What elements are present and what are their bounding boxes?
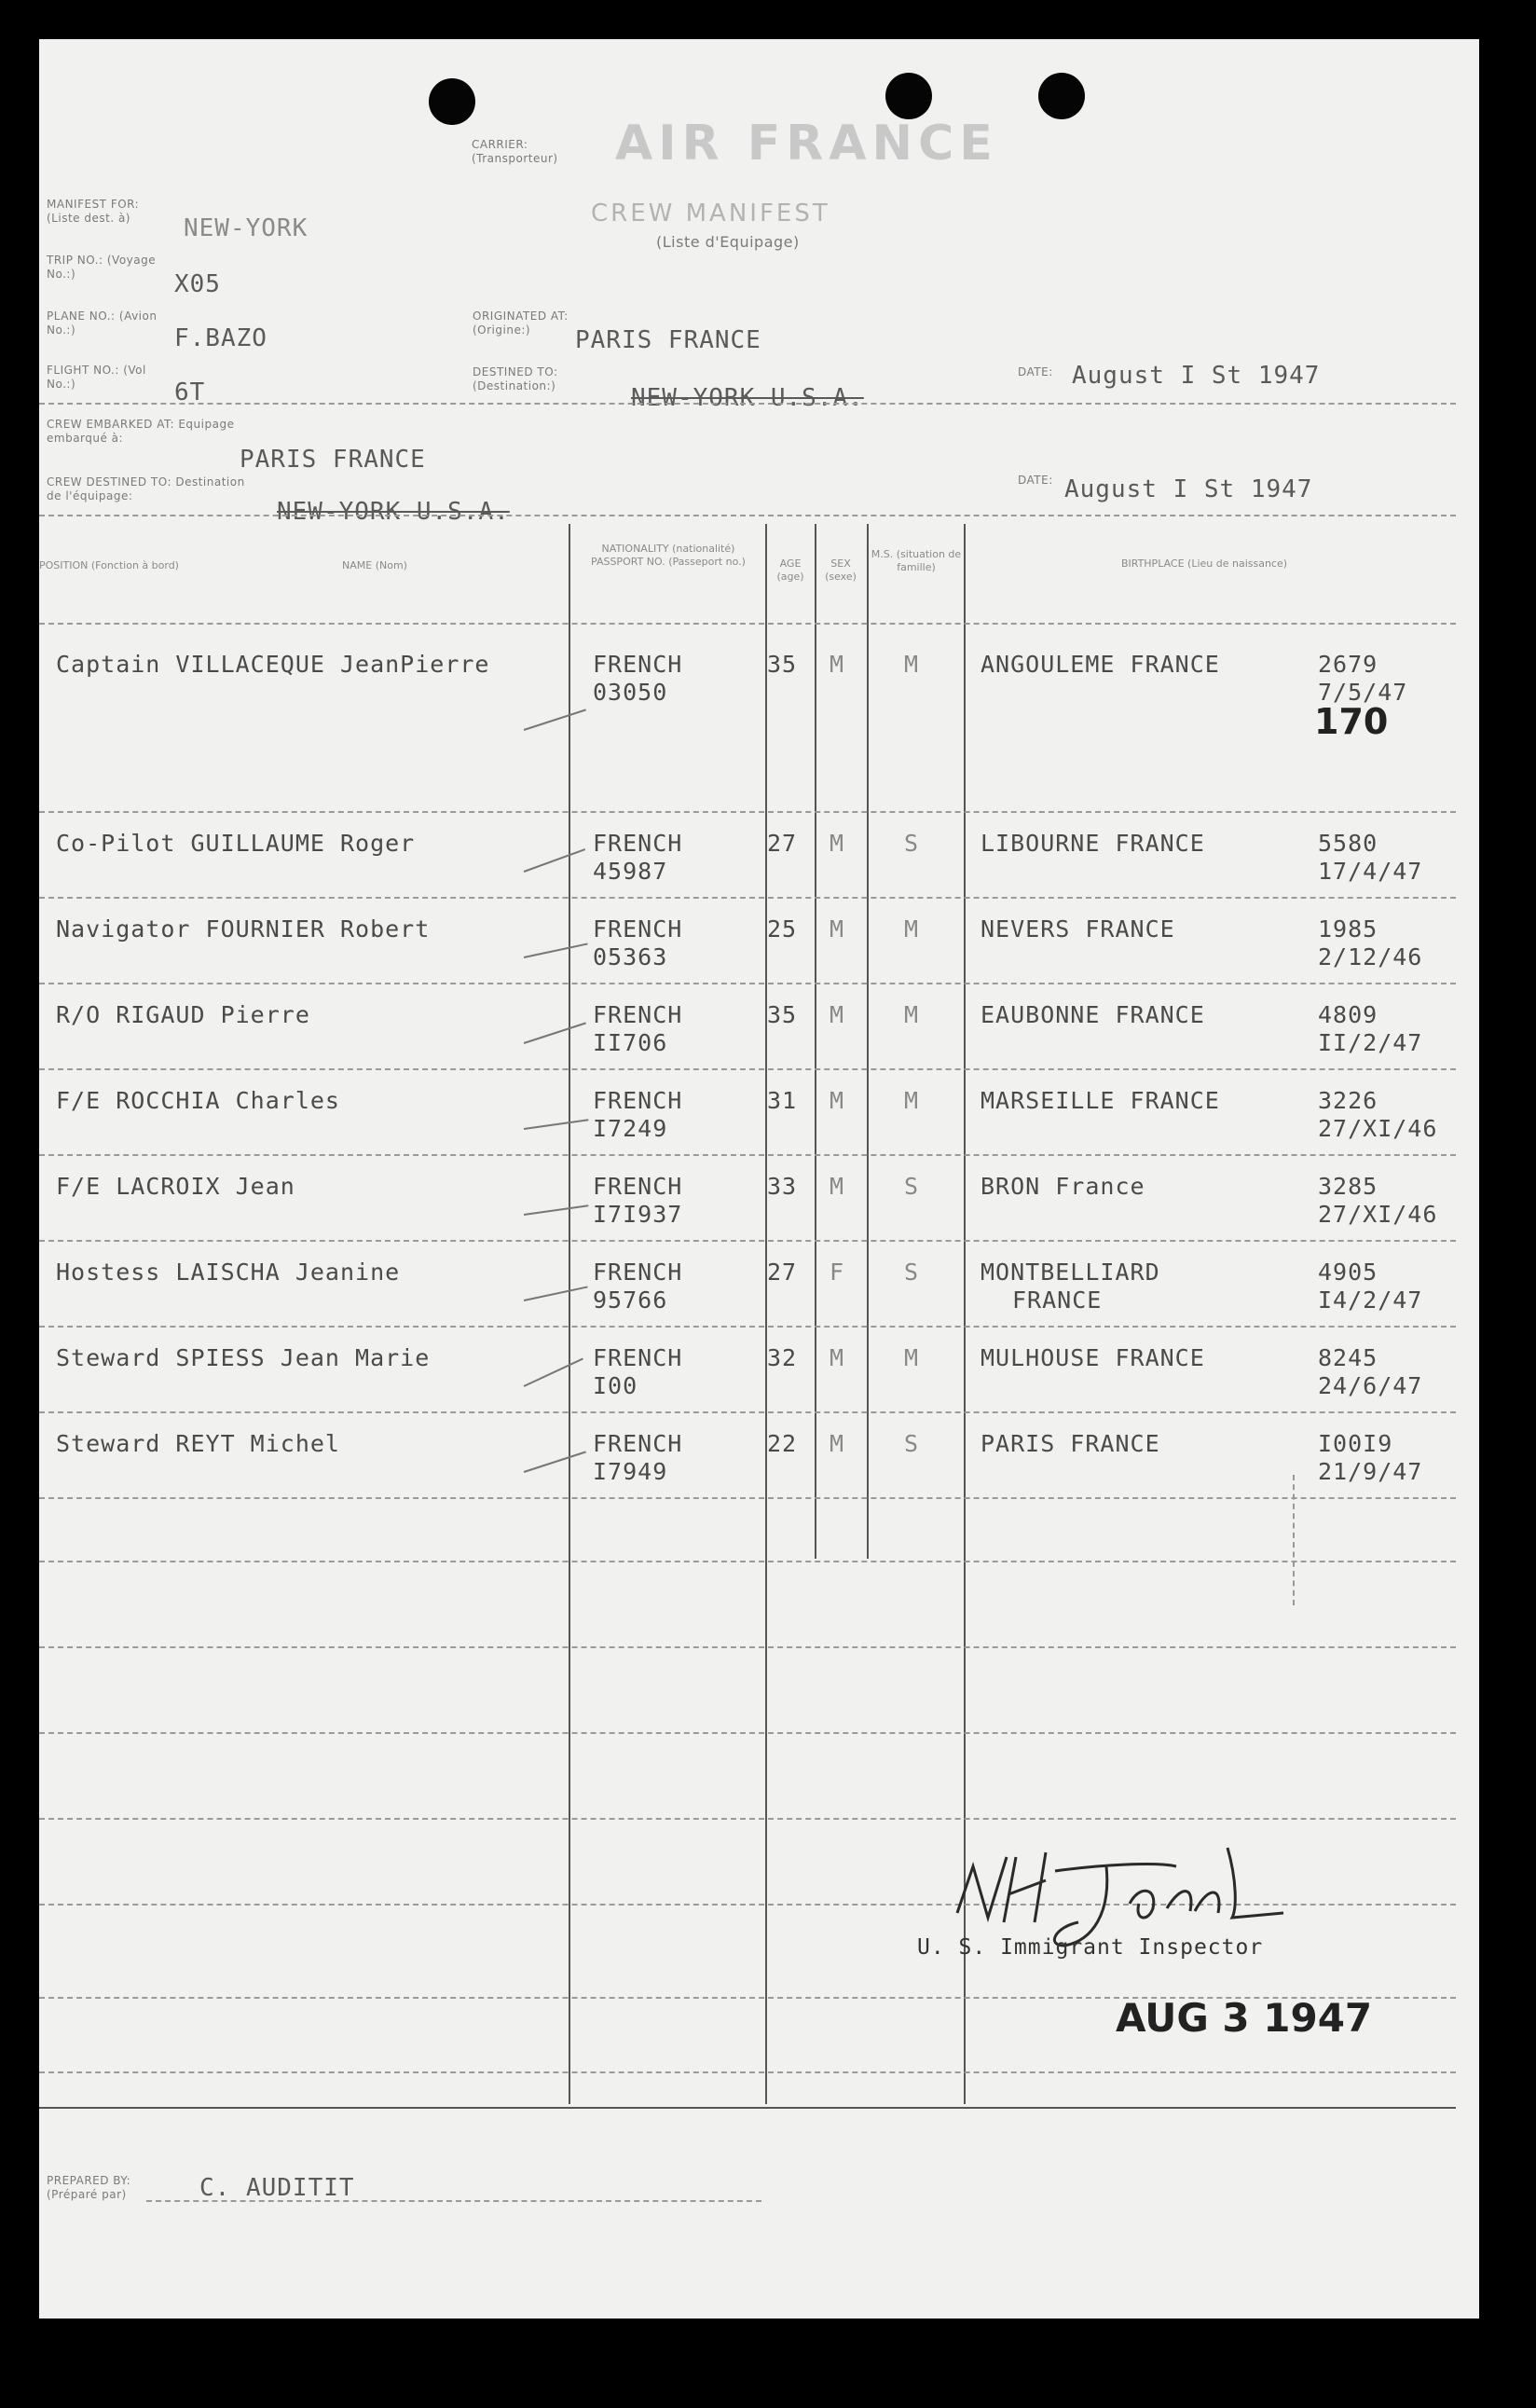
crew-embarked-value: PARIS FRANCE — [240, 446, 426, 474]
document-title: CREW MANIFEST — [591, 200, 830, 227]
crew-birthplace: LIBOURNE FRANCE — [981, 830, 1205, 857]
crew-name: R/O RIGAUD Pierre — [56, 1001, 310, 1028]
crew-reference-no: 1985 — [1318, 915, 1378, 943]
crew-nationality: FRENCH — [593, 1001, 683, 1028]
row-rule — [39, 1154, 1456, 1156]
crew-name: F/E LACROIX Jean — [56, 1173, 295, 1200]
crew-nationality: FRENCH — [593, 1087, 683, 1114]
table-row — [39, 1158, 1456, 1244]
col-header-position: POSITION (Fonction à bord) — [39, 559, 179, 571]
crew-passport: II706 — [593, 1029, 668, 1056]
row-rule — [39, 983, 1456, 984]
header-rule — [39, 403, 1456, 405]
plane-label: PLANE NO.: (Avion No.:) — [47, 310, 158, 337]
row-rule — [39, 1497, 1456, 1499]
crew-birthplace: ANGOULEME FRANCE — [981, 651, 1220, 678]
table-row — [39, 1244, 1456, 1329]
crew-destined-label: CREW DESTINED TO: Destination de l'équipage: — [47, 475, 245, 502]
row-rule — [39, 1068, 1456, 1070]
crew-reference-date: 21/9/47 — [1318, 1458, 1423, 1485]
crew-reference-no: 2679 — [1318, 651, 1378, 678]
crew-age: 22 — [767, 1430, 798, 1457]
crew-nationality: FRENCH — [593, 830, 683, 857]
crew-passport: I7949 — [593, 1458, 668, 1485]
crew-reference-date: 7/5/47 — [1318, 679, 1408, 706]
table-row — [39, 1329, 1456, 1415]
date-value-2: August I St 1947 — [1064, 475, 1313, 503]
crew-passport: I00 — [593, 1372, 638, 1399]
crew-birthplace: MULHOUSE FRANCE — [981, 1344, 1205, 1371]
blank-row-rule — [39, 1818, 1456, 1820]
crew-sex: M — [830, 651, 845, 678]
annotation-170: 170 — [1314, 701, 1389, 742]
crew-passport: 03050 — [593, 679, 668, 706]
crew-birthplace: NEVERS FRANCE — [981, 915, 1175, 943]
col-header-name: NAME (Nom) — [342, 559, 407, 571]
crew-name: Captain VILLACEQUE JeanPierre — [56, 651, 490, 678]
crew-passport: 05363 — [593, 943, 668, 970]
col-header-age: AGE (age) — [776, 557, 804, 583]
crew-reference-no: 5580 — [1318, 830, 1378, 857]
originated-label: ORIGINATED AT: (Origine:) — [473, 310, 569, 337]
crew-sex: M — [830, 1173, 845, 1200]
pencil-tick — [524, 709, 586, 731]
crew-sex: M — [830, 1001, 845, 1028]
crew-passport: I7I937 — [593, 1201, 683, 1228]
table-row — [39, 986, 1456, 1072]
crew-name: Navigator FOURNIER Robert — [56, 915, 431, 943]
crew-sex: M — [830, 1430, 845, 1457]
crew-marital-status: S — [904, 1173, 920, 1200]
blank-row-rule — [39, 1561, 1456, 1562]
crew-destined-value: NEW-YORK U.S.A. — [277, 498, 510, 526]
crew-nationality: FRENCH — [593, 651, 683, 678]
crew-age: 33 — [767, 1173, 798, 1200]
signature-text — [915, 1932, 921, 1933]
pencil-tick — [524, 1451, 586, 1473]
crew-embarked-label: CREW EMBARKED AT: Equipage embarqué à: — [47, 418, 235, 445]
table-row — [39, 1415, 1456, 1501]
crew-nationality: FRENCH — [593, 1173, 683, 1200]
punch-hole — [1038, 73, 1085, 119]
document-subtitle: (Liste d'Equipage) — [656, 233, 800, 251]
crew-name: Steward SPIESS Jean Marie — [56, 1344, 431, 1371]
carrier-label: CARRIER: (Transporteur) — [472, 138, 558, 165]
crew-age: 35 — [767, 651, 798, 678]
crew-reference-date: II/2/47 — [1318, 1029, 1423, 1056]
crew-name: Steward REYT Michel — [56, 1430, 340, 1457]
trip-label: TRIP NO.: (Voyage No.:) — [47, 254, 157, 281]
manifest-port-label: MANIFEST FOR: (Liste dest. à) — [47, 198, 140, 225]
crew-birthplace: PARIS FRANCE — [981, 1430, 1160, 1457]
crew-sex: M — [830, 1087, 845, 1114]
crew-reference-no: 4809 — [1318, 1001, 1378, 1028]
pencil-tick — [524, 943, 588, 958]
col-header-ms: M.S. (situation de famille) — [871, 548, 962, 573]
header-rule — [39, 515, 1456, 516]
prepared-by-value: C. AUDITIT — [199, 2174, 355, 2202]
crew-age: 25 — [767, 915, 798, 943]
crew-age: 27 — [767, 1259, 798, 1286]
originated-value: PARIS FRANCE — [575, 326, 761, 354]
crew-marital-status: M — [904, 1087, 920, 1114]
table-row — [39, 901, 1456, 986]
crew-nationality: FRENCH — [593, 1344, 683, 1371]
crew-reference-no: 3285 — [1318, 1173, 1378, 1200]
col-header-birthplace: BIRTHPLACE (Lieu de naissance) — [1120, 557, 1288, 570]
crew-reference-no: 4905 — [1318, 1259, 1378, 1286]
crew-birthplace: EAUBONNE FRANCE — [981, 1001, 1205, 1028]
date-value: August I St 1947 — [1072, 362, 1321, 390]
crew-nationality: FRENCH — [593, 1430, 683, 1457]
inspector-title: U. S. Immigrant Inspector — [917, 1935, 1264, 1960]
crew-age: 35 — [767, 1001, 798, 1028]
manifest-sheet — [39, 39, 1479, 2319]
crew-marital-status: M — [904, 1344, 920, 1371]
row-rule — [39, 1326, 1456, 1328]
row-rule — [39, 1411, 1456, 1413]
prepared-by-rule — [146, 2200, 761, 2202]
table-bottom-rule — [39, 2107, 1456, 2109]
col-header-nationality: NATIONALITY (nationalité) PASSPORT NO. (Passeport no.) — [591, 543, 746, 568]
crew-sex: M — [830, 830, 845, 857]
crew-name: Hostess LAISCHA Jeanine — [56, 1259, 401, 1286]
crew-age: 32 — [767, 1344, 798, 1371]
crew-marital-status: S — [904, 1430, 920, 1457]
row-rule — [39, 897, 1456, 899]
crew-marital-status: M — [904, 915, 920, 943]
crew-reference-date: 27/XI/46 — [1318, 1201, 1438, 1228]
carrier-name: AIR FRANCE — [615, 116, 998, 172]
plane-value: F.BAZO — [174, 324, 267, 352]
header-rule — [39, 623, 1456, 625]
pencil-tick — [524, 1119, 589, 1130]
crew-sex: M — [830, 915, 845, 943]
crew-nationality: FRENCH — [593, 915, 683, 943]
punch-hole — [885, 73, 932, 119]
crew-name: F/E ROCCHIA Charles — [56, 1087, 340, 1114]
col-header-sex: SEX (sexe) — [825, 557, 857, 583]
crew-sex: M — [830, 1344, 845, 1371]
crew-age: 31 — [767, 1087, 798, 1114]
crew-name: Co-Pilot GUILLAUME Roger — [56, 830, 416, 857]
crew-marital-status: S — [904, 1259, 920, 1286]
arrival-date-stamp: AUG 3 1947 — [1116, 1995, 1373, 2041]
prepared-by-label: PREPARED BY: (Préparé par) — [47, 2174, 131, 2201]
crew-birthplace: MONTBELLIARD — [981, 1259, 1160, 1286]
crew-birthplace: MARSEILLE FRANCE — [981, 1087, 1220, 1114]
crew-reference-no: 3226 — [1318, 1087, 1378, 1114]
crew-reference-date: I4/2/47 — [1318, 1287, 1423, 1314]
crew-reference-date: 24/6/47 — [1318, 1372, 1423, 1399]
row-rule — [39, 1240, 1456, 1242]
pencil-tick — [524, 1286, 588, 1301]
blank-row-rule — [39, 1732, 1456, 1734]
crew-birthplace: BRON France — [981, 1173, 1145, 1200]
row-rule — [39, 811, 1456, 813]
pencil-tick — [524, 1204, 589, 1216]
crew-birthplace-line2: FRANCE — [1012, 1287, 1103, 1314]
blank-row-rule — [39, 2071, 1456, 2073]
crew-nationality: FRENCH — [593, 1259, 683, 1286]
pencil-tick — [524, 1358, 583, 1387]
crew-age: 27 — [767, 830, 798, 857]
crew-reference-date: 27/XI/46 — [1318, 1115, 1438, 1142]
flight-value: 6T — [174, 378, 206, 406]
manifest-port-value: NEW-YORK — [184, 214, 309, 242]
date-label: DATE: — [1018, 365, 1053, 378]
destined-label: DESTINED TO: (Destination:) — [473, 365, 558, 392]
pencil-tick — [524, 1022, 586, 1044]
crew-reference-no: I00I9 — [1318, 1430, 1393, 1457]
date-label-2: DATE: — [1018, 474, 1053, 487]
crew-marital-status: S — [904, 830, 920, 857]
pencil-tick — [524, 848, 585, 873]
crew-sex: F — [830, 1259, 845, 1286]
crew-reference-no: 8245 — [1318, 1344, 1378, 1371]
punch-hole — [429, 78, 475, 125]
crew-passport: 45987 — [593, 858, 668, 885]
blank-row-rule — [39, 1646, 1456, 1648]
crew-passport: 95766 — [593, 1287, 668, 1314]
table-row — [39, 636, 1456, 815]
crew-marital-status: M — [904, 1001, 920, 1028]
trip-value: X05 — [174, 270, 221, 298]
crew-reference-date: 17/4/47 — [1318, 858, 1423, 885]
crew-passport: I7249 — [593, 1115, 668, 1142]
flight-label: FLIGHT NO.: (Vol No.:) — [47, 364, 146, 391]
table-row — [39, 1072, 1456, 1158]
crew-marital-status: M — [904, 651, 920, 678]
crew-reference-date: 2/12/46 — [1318, 943, 1423, 970]
destined-value: NEW-YORK U.S.A. — [631, 384, 864, 412]
table-row — [39, 815, 1456, 901]
